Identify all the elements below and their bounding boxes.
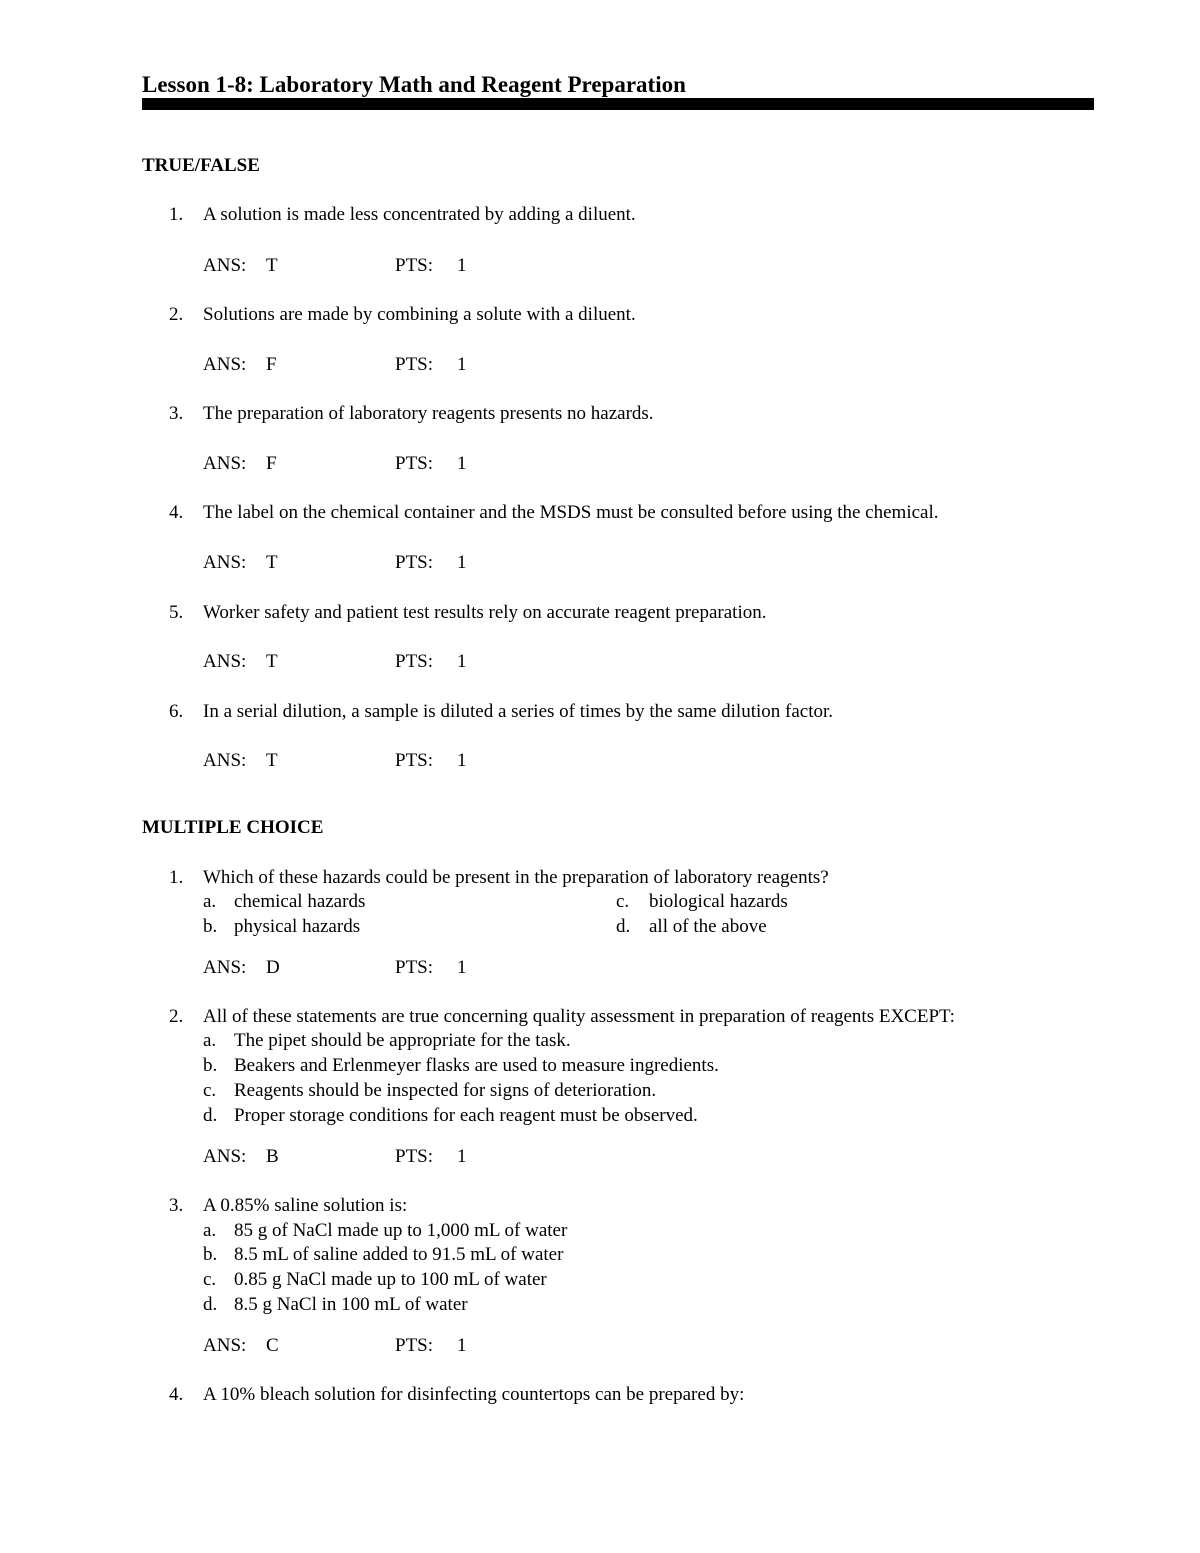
option-letter: a.	[203, 1030, 217, 1051]
answer-value: F	[266, 453, 277, 474]
points-value: 1	[457, 453, 467, 474]
points-label: PTS:	[395, 453, 434, 474]
option-text: Beakers and Erlenmeyer flasks are used to measure ingredients.	[234, 1055, 719, 1076]
section-heading-true-false: TRUE/FALSE	[142, 155, 260, 176]
answer-label: ANS:	[203, 453, 247, 474]
points-value: 1	[457, 354, 467, 375]
question-number: 5.	[169, 602, 184, 623]
option-letter: c.	[616, 891, 630, 912]
question-text: A 0.85% saline solution is:	[203, 1195, 408, 1216]
question-text: Which of these hazards could be present in the preparation of laboratory reagents?	[203, 867, 829, 888]
option-text: physical hazards	[234, 916, 361, 937]
answer-value: F	[266, 354, 277, 375]
question-number: 2.	[169, 304, 184, 325]
question-number: 1.	[169, 867, 184, 888]
points-label: PTS:	[395, 750, 434, 771]
answer-value: T	[266, 651, 278, 672]
question-number: 3.	[169, 403, 184, 424]
points-value: 1	[457, 750, 467, 771]
question-text: The preparation of laboratory reagents presents no hazards.	[203, 403, 654, 424]
question-text: Worker safety and patient test results rely on accurate reagent preparation.	[203, 602, 767, 623]
answer-label: ANS:	[203, 354, 247, 375]
option-letter: d.	[203, 1105, 218, 1126]
option-text: 0.85 g NaCl made up to 100 mL of water	[234, 1269, 547, 1290]
option-letter: b.	[203, 1244, 218, 1265]
question-number: 6.	[169, 701, 184, 722]
points-label: PTS:	[395, 1146, 434, 1167]
option-text: 85 g of NaCl made up to 1,000 mL of water	[234, 1220, 568, 1241]
question-number: 4.	[169, 1384, 184, 1405]
option-letter: c.	[203, 1080, 217, 1101]
answer-value: T	[266, 552, 278, 573]
option-letter: a.	[203, 891, 217, 912]
section-heading-multiple-choice: MULTIPLE CHOICE	[142, 817, 324, 838]
points-label: PTS:	[395, 1335, 434, 1356]
answer-label: ANS:	[203, 552, 247, 573]
points-label: PTS:	[395, 552, 434, 573]
option-text: Reagents should be inspected for signs of deterioration.	[234, 1080, 657, 1101]
option-letter: b.	[203, 1055, 218, 1076]
points-label: PTS:	[395, 354, 434, 375]
points-value: 1	[457, 957, 467, 978]
option-letter: b.	[203, 916, 218, 937]
points-value: 1	[457, 1146, 467, 1167]
question-text: A 10% bleach solution for disinfecting countertops can be prepared by:	[203, 1384, 745, 1405]
option-letter: a.	[203, 1220, 217, 1241]
points-label: PTS:	[395, 255, 434, 276]
question-number: 4.	[169, 502, 184, 523]
page-title: Lesson 1-8: Laboratory Math and Reagent Preparation	[142, 72, 686, 97]
answer-label: ANS:	[203, 651, 247, 672]
option-letter: c.	[203, 1269, 217, 1290]
answer-label: ANS:	[203, 255, 247, 276]
points-value: 1	[457, 651, 467, 672]
points-value: 1	[457, 552, 467, 573]
answer-value: D	[266, 957, 280, 978]
answer-label: ANS:	[203, 750, 247, 771]
points-value: 1	[457, 255, 467, 276]
question-text: All of these statements are true concerning quality assessment in preparation of reagents EXCEPT:	[203, 1006, 955, 1027]
answer-label: ANS:	[203, 1335, 247, 1356]
answer-value: T	[266, 750, 278, 771]
points-label: PTS:	[395, 957, 434, 978]
option-text: 8.5 g NaCl in 100 mL of water	[234, 1294, 468, 1315]
answer-value: T	[266, 255, 278, 276]
question-text: In a serial dilution, a sample is diluted a series of times by the same dilution factor.	[203, 701, 834, 722]
option-letter: d.	[616, 916, 631, 937]
points-label: PTS:	[395, 651, 434, 672]
question-text: The label on the chemical container and the MSDS must be consulted before using the chemical.	[203, 502, 939, 523]
option-text: all of the above	[649, 916, 767, 937]
question-number: 3.	[169, 1195, 184, 1216]
question-text: Solutions are made by combining a solute with a diluent.	[203, 304, 636, 325]
option-text: Proper storage conditions for each reagent must be observed.	[234, 1105, 698, 1126]
points-value: 1	[457, 1335, 467, 1356]
answer-label: ANS:	[203, 1146, 247, 1167]
title-rule	[142, 98, 1094, 110]
answer-value: C	[266, 1335, 279, 1356]
question-number: 1.	[169, 204, 184, 225]
option-text: chemical hazards	[234, 891, 366, 912]
option-text: biological hazards	[649, 891, 788, 912]
option-text: 8.5 mL of saline added to 91.5 mL of water	[234, 1244, 564, 1265]
question-number: 2.	[169, 1006, 184, 1027]
option-letter: d.	[203, 1294, 218, 1315]
question-text: A solution is made less concentrated by adding a diluent.	[203, 204, 636, 225]
option-text: The pipet should be appropriate for the task.	[234, 1030, 571, 1051]
answer-value: B	[266, 1146, 279, 1167]
answer-label: ANS:	[203, 957, 247, 978]
